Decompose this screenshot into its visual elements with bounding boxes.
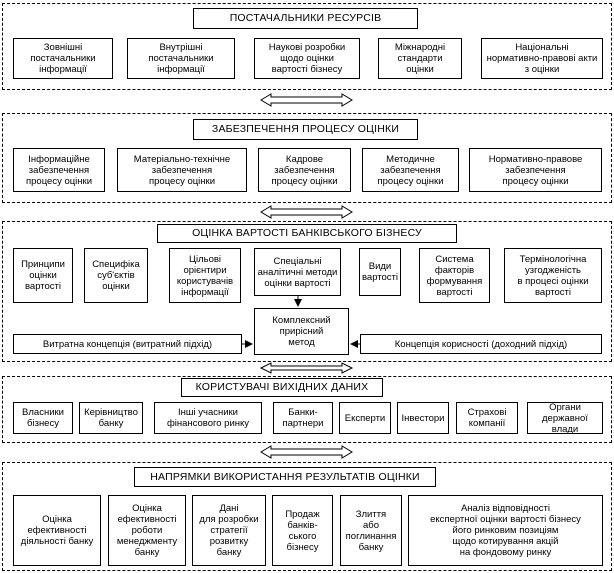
- supplier-internal: Внутрішні постачальники інформації: [127, 38, 235, 79]
- support-material: Матеріально-технічне забезпечення процесу оцінки: [117, 148, 247, 192]
- usage-merger: Злиття або поглинання банку: [340, 495, 402, 566]
- link-arrow-2-3: [261, 206, 352, 218]
- usage-business-sale: Продаж банків- ського бізнесу: [272, 495, 333, 566]
- user-government: Органи державної влади: [527, 402, 603, 434]
- income-concept: Концепція корисності (доходний підхід): [360, 334, 602, 354]
- valuation-methods: Спеціальні аналітичні методи оцінки вартості: [254, 248, 341, 296]
- valuation-terminology: Термінологічна узгодженість в процесі оцінки вартості: [504, 248, 602, 303]
- supplier-research: Наукові розробки щодо оцінки вартості бізнесу: [254, 38, 360, 79]
- valuation-value-types: Види вартості: [359, 248, 401, 296]
- supplier-intl-standards: Міжнародні стандарти оцінки: [378, 38, 462, 79]
- user-market: Інші учасники фінансового ринку: [154, 402, 262, 434]
- support-legal: Нормативно-правове забезпечення процесу оцінки: [469, 148, 602, 192]
- section-title-usage: НАПРЯМКИ ВИКОРИСТАННЯ РЕЗУЛЬТАТІВ ОЦІНКИ: [134, 467, 436, 487]
- link-arrow-1-2: [261, 94, 352, 106]
- link-arrow-4-5: [261, 446, 352, 458]
- user-insurers: Страхові компанії: [456, 402, 518, 434]
- usage-market-analysis: Аналіз відповідності експертної оцінки вартості бізнесу його ринковим позиціям щодо котирування акцій на фондовому ринку: [408, 495, 603, 566]
- cost-concept: Витратна концепція (витратний підхід): [13, 334, 242, 354]
- support-personnel: Кадрове забезпечення процесу оцінки: [258, 148, 351, 192]
- section-title-support: ЗАБЕЗПЕЧЕННЯ ПРОЦЕСУ ОЦІНКИ: [193, 119, 418, 140]
- section-title-suppliers: ПОСТАЧАЛЬНИКИ РЕСУРСІВ: [193, 8, 418, 29]
- valuation-factors: Система факторів формування вартості: [419, 248, 490, 303]
- usage-management-efficiency: Оцінка ефективності роботи менеджменту банку: [108, 495, 186, 566]
- user-partner-banks: Банки- партнери: [273, 402, 333, 434]
- supplier-national-acts: Національні нормативно-правові акти з оцінки: [481, 38, 603, 79]
- supplier-external: Зовнішні постачальники інформації: [13, 38, 113, 79]
- usage-bank-efficiency: Оцінка ефективності діяльності банку: [13, 495, 101, 566]
- valuation-targets: Цільові орієнтири користувачів інформації: [169, 248, 241, 303]
- user-owners: Власники бізнесу: [13, 402, 73, 434]
- complex-method: Комплексний прирісний метод: [254, 308, 349, 355]
- support-methodical: Методичне забезпечення процесу оцінки: [362, 148, 459, 192]
- user-management: Керівництво банку: [79, 402, 143, 434]
- support-information: Інформаційне забезпечення процесу оцінки: [13, 148, 105, 192]
- user-experts: Експерти: [339, 402, 391, 434]
- user-investors: Інвестори: [397, 402, 449, 434]
- usage-strategy-data: Дані для розробки стратегії розвитку банку: [192, 495, 266, 566]
- valuation-subjects: Специфіка суб'єктів оцінки: [84, 248, 148, 303]
- section-title-users: КОРИСТУВАЧІ ВИХІДНИХ ДАНИХ: [181, 378, 383, 397]
- section-title-valuation: ОЦІНКА ВАРТОСТІ БАНКІВСЬКОГО БІЗНЕСУ: [157, 224, 457, 243]
- valuation-principles: Принципи оцінки вартості: [13, 248, 73, 303]
- link-arrow-3-4: [261, 363, 352, 373]
